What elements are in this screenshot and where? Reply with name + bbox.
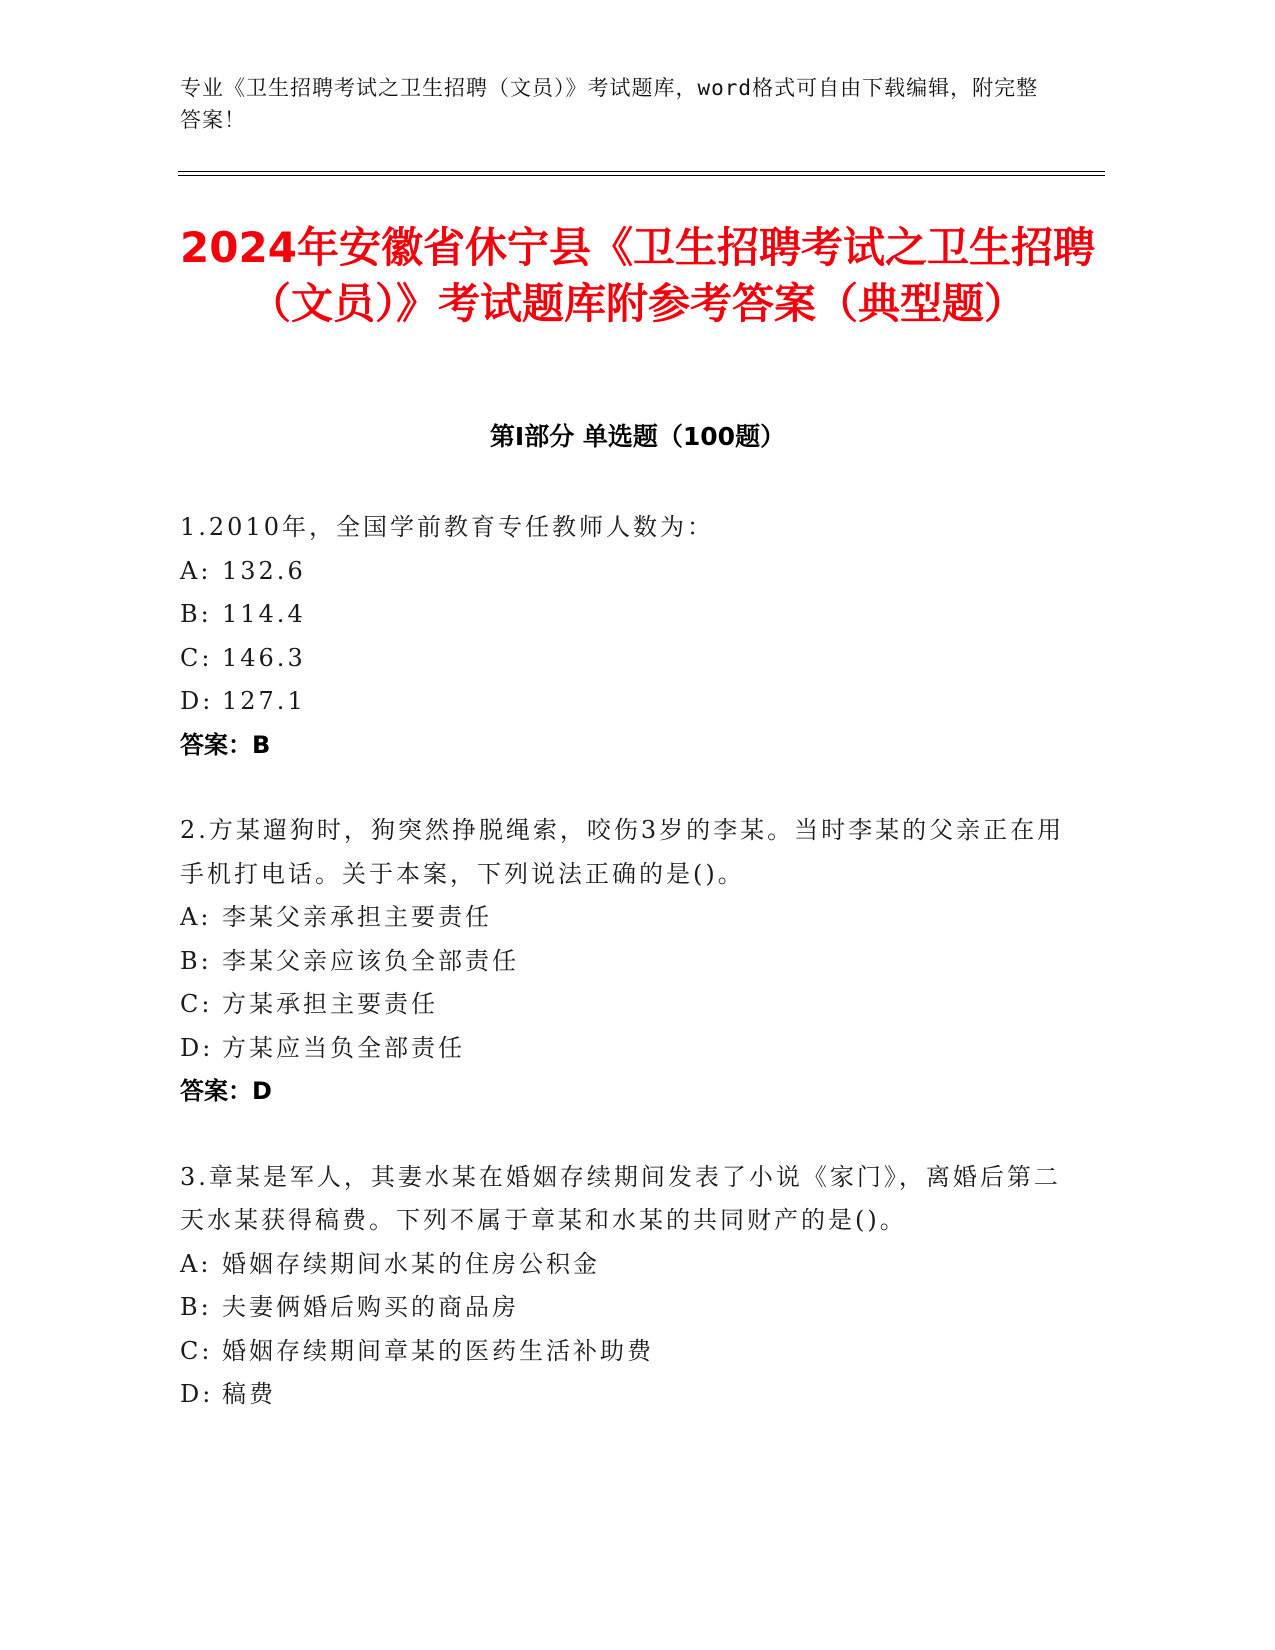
option-text: 方某承担主要责任: [222, 990, 438, 1018]
option-c: [180, 637, 1080, 681]
option-text: 夫妻俩婚后购买的商品房: [222, 1293, 519, 1321]
question-list: [180, 506, 1080, 1459]
question-2: [180, 809, 1080, 1114]
answer-line: [180, 1070, 1080, 1114]
option-text: 稿费: [222, 1380, 276, 1408]
question-stem: 1.2010年，全国学前教育专任教师人数为：: [180, 513, 714, 541]
question-stem: 3.章某是军人，其妻水某在婚姻存续期间发表了小说《家门》，离婚后第二天水某获得稿费。下列不属于章某和水某的共同财产的是()。: [180, 1162, 1061, 1234]
option-text: 婚姻存续期间章某的医药生活补助费: [222, 1336, 654, 1365]
answer-label: 答案：: [180, 730, 252, 759]
option-text: 婚姻存续期间水某的住房公积金: [222, 1249, 600, 1278]
header-divider: [178, 171, 1105, 176]
answer-value: D: [252, 1077, 272, 1105]
document-title: 2024年安徽省休宁县《卫生招聘考试之卫生招聘（文员）》考试题库附参考答案（典型题）: [180, 223, 1095, 328]
option-text: 李某父亲应该负全部责任: [222, 946, 519, 975]
option-d: [180, 1373, 1080, 1417]
option-d: [180, 1027, 1080, 1071]
option-letter: D:: [180, 1033, 214, 1062]
option-b: [180, 593, 1080, 637]
question-1: [180, 506, 1080, 767]
option-text: 127.1: [222, 687, 306, 715]
option-letter: C:: [180, 990, 213, 1018]
option-letter: D:: [180, 687, 214, 715]
option-letter: B:: [180, 600, 212, 628]
answer-label: 答案：: [180, 1077, 252, 1105]
answer-value: B: [252, 730, 271, 759]
option-b: [180, 1286, 1080, 1330]
option-letter: C:: [180, 643, 213, 672]
header-note: 专业《卫生招聘考试之卫生招聘（文员）》考试题库，word格式可自由下载编辑，附完整答案！: [180, 76, 1039, 132]
option-text: 李某父亲承担主要责任: [222, 903, 492, 931]
option-letter: A:: [180, 556, 212, 585]
option-b: [180, 940, 1080, 984]
option-letter: A:: [180, 1249, 212, 1278]
option-a: [180, 550, 1080, 594]
option-a: [180, 896, 1080, 940]
option-text: 146.3: [222, 643, 306, 672]
question-3: [180, 1156, 1080, 1417]
option-text: 132.6: [222, 556, 306, 585]
option-letter: A:: [180, 903, 212, 931]
option-c: [180, 983, 1080, 1027]
option-text: 114.4: [222, 600, 306, 628]
option-text: 方某应当负全部责任: [222, 1033, 465, 1062]
option-c: [180, 1330, 1080, 1374]
option-letter: B:: [180, 1293, 212, 1321]
option-d: [180, 680, 1080, 724]
section-heading: 第Ⅰ部分 单选题（100题）: [489, 422, 786, 451]
answer-line: [180, 724, 1080, 768]
option-letter: B:: [180, 946, 212, 975]
question-stem: 2.方某遛狗时，狗突然挣脱绳索，咬伤3岁的李某。当时李某的父亲正在用手机打电话。关于本案，下列说法正确的是()。: [180, 816, 1065, 888]
option-letter: D:: [180, 1380, 214, 1408]
option-a: [180, 1243, 1080, 1287]
option-letter: C:: [180, 1336, 213, 1365]
